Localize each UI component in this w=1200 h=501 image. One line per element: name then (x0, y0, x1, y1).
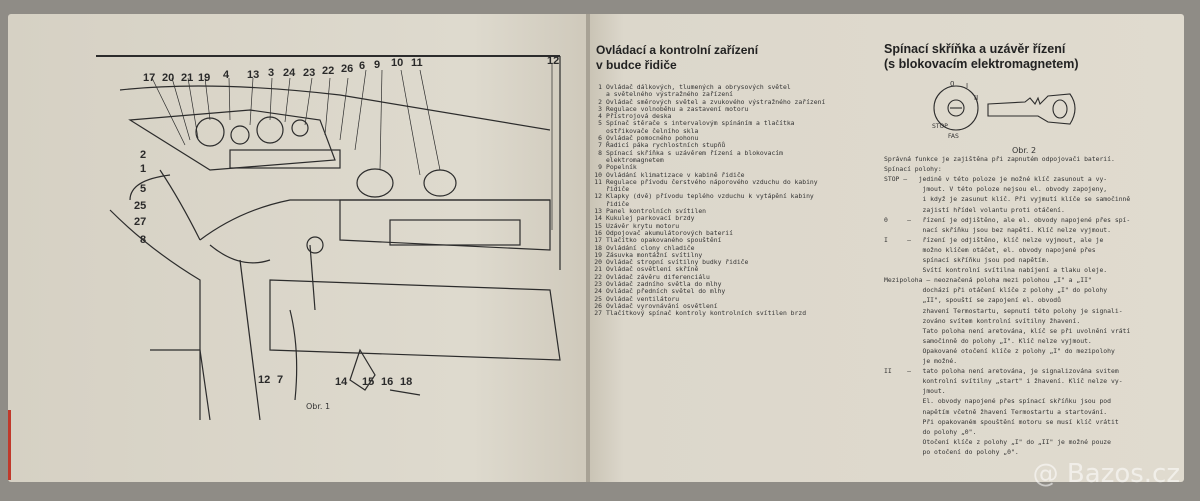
ignition-line: zajistí hřídel volantu proti otáčení. (884, 205, 1065, 214)
legend-item-text: Přístrojová deska (606, 112, 672, 121)
ignition-line: El. obvody napojené přes spínací skříňku jsou pod (884, 397, 1112, 406)
book-spine (586, 14, 590, 482)
legend-item-text: Ovládač osvětlení skříně (606, 265, 699, 274)
ignition-line: Tato poloha není aretována, klíč se při uvolnění vrátí (884, 326, 1131, 335)
ignition-line: „II", spouští se zapojení el. obvodů (884, 296, 1061, 305)
legend-item-number: 18 (594, 243, 602, 252)
legend-item (592, 193, 860, 200)
legend-item-number: 5 (598, 119, 602, 128)
legend-item-text: Spínač stěrače s intervalovým spínáním a tlačítka (606, 119, 795, 128)
callout-11: 11 (411, 57, 423, 69)
ignition-line: kontrolní svítilny „start" i žhavení. Klíč nelze vy- (884, 377, 1123, 386)
callout-8: 8 (140, 234, 147, 246)
ignition-line: Mezipoloha – neoznačená poloha mezi polohou „I" a „II" (884, 276, 1092, 285)
ignition-line: I – řízení je odjištěno, klíč nelze vyjmout, ale je (884, 235, 1104, 244)
legend-item-number: 21 (594, 265, 602, 274)
legend-item-number: 16 (594, 228, 602, 237)
legend-item-number: 10 (594, 170, 602, 179)
legend-item-number: 8 (598, 148, 602, 157)
key-label-fas: FAS (948, 133, 959, 140)
legend-item-number: 9 (598, 163, 602, 172)
legend-item-text: Klapky (dvě) přívodu teplého vzduchu k vytápění kabiny (606, 192, 814, 201)
callout-14: 14 (335, 376, 348, 388)
legend-item-text: Ovládač dálkových, tlumených a obrysových světel (606, 83, 791, 91)
legend-item-number: 19 (594, 250, 602, 259)
callout-21: 21 (181, 72, 194, 84)
callout-22: 22 (322, 65, 335, 77)
callout-20: 20 (162, 72, 175, 84)
legend-item-number: 20 (594, 258, 602, 267)
ignition-line: po otočení do polohy „0". (884, 447, 1019, 456)
dashboard-illustration (90, 50, 570, 420)
figure-1-caption: Obr. 1 (306, 402, 331, 411)
legend-item-number: 2 (598, 97, 602, 106)
legend-item-text: Tlačítkový spínač kontroly kontrolních svítilen brzd (606, 309, 807, 318)
ignition-line: spínací skříňku jsou pod napětím. (884, 256, 1050, 264)
legend-item-number: 11 (594, 177, 602, 186)
callout-15: 15 (362, 376, 375, 388)
legend-item-number: 6 (598, 134, 602, 143)
legend-item-text: Ovládání klimatizace v kabině řidiče (606, 170, 745, 179)
legend-item-number: 14 (594, 214, 602, 223)
legend-item-text: Ovládač předních světel do mlhy (606, 287, 726, 296)
callout-3: 3 (268, 67, 275, 79)
callout-12-top: 12 (547, 55, 560, 67)
legend-item-text: Ovládač zadního světla do mlhy (606, 280, 722, 289)
ignition-line: Opakované otočení klíče z polohy „I" do mezipolohy (884, 346, 1115, 355)
controls-heading-line2: v budce řidiče (596, 58, 677, 72)
callout-4: 4 (223, 69, 230, 81)
watermark: @ Bazos.cz (1032, 459, 1180, 489)
legend-item-text: Panel kontrolních svítilen (606, 207, 707, 216)
callout-7: 7 (277, 374, 284, 386)
callout-19: 19 (198, 72, 211, 84)
key-illustration (930, 76, 1080, 142)
legend-item-number: 23 (594, 280, 602, 289)
key-label-stop: STOP (932, 123, 948, 130)
callout-25: 25 (134, 200, 147, 212)
callout-24: 24 (283, 67, 296, 79)
key-label-0: 0 (950, 80, 955, 88)
legend-item-number: 24 (594, 287, 602, 296)
legend-item-number: 4 (598, 112, 602, 121)
ignition-line: zhavení Termostartu, sepnutí této polohy je signali- (884, 306, 1123, 315)
callout-23: 23 (303, 67, 316, 79)
controls-legend-list (592, 84, 860, 318)
legend-item-number: 13 (594, 207, 602, 216)
legend-item-text: Uzávěr krytu motoru (606, 221, 680, 230)
ignition-line: napětím včetně žhavení Termostartu a startování. (884, 407, 1108, 416)
ignition-line: možno klíčem otáčet, el. obvody napojené přes (884, 245, 1096, 254)
legend-item-number: 17 (594, 236, 602, 245)
key-label-I: I (966, 82, 969, 90)
legend-item (592, 310, 860, 317)
controls-heading-line1: Ovládací a kontrolní zařízení (596, 43, 759, 57)
legend-item-text: Řadicí páka rychlostních stupňů (606, 141, 726, 150)
key-label-II: II (974, 94, 979, 102)
callout-16: 16 (381, 376, 394, 388)
legend-item-number: 12 (594, 192, 602, 201)
callout-1: 1 (140, 163, 147, 175)
callout-27: 27 (134, 216, 147, 228)
legend-item-text: a světelného výstražného zařízení (606, 90, 733, 99)
ignition-line: jmout. V této poloze nejsou el. obvody zapojeny, (884, 185, 1108, 194)
callout-13: 13 (247, 69, 260, 81)
ignition-line: Svítí kontrolní svítilna nabíjení a tlaku oleje. (884, 266, 1108, 275)
callout-18: 18 (400, 376, 413, 388)
ignition-line: jmout. (884, 387, 946, 396)
page-edge-mark (8, 410, 11, 480)
callout-5: 5 (140, 183, 147, 195)
legend-item-text: Kukulej parkovací brzdy (606, 214, 695, 223)
ignition-line: Správná funkce je zajištěna při zapnutém odpojovači baterií. (884, 155, 1115, 163)
legend-item-text: Ovládání clony chladiče (606, 243, 695, 252)
ignition-heading-line2: (s blokovacím elektromagnetem) (884, 57, 1079, 71)
legend-item-number: 22 (594, 272, 602, 281)
callout-10: 10 (391, 57, 404, 69)
legend-item-text: Zásuvka montážní svítilny (606, 250, 703, 259)
callout-2: 2 (140, 149, 147, 161)
callout-12-bottom: 12 (258, 374, 271, 386)
legend-item-number: 7 (598, 141, 602, 150)
figure-2-caption: Obr. 2 (1012, 146, 1037, 155)
legend-item (592, 179, 860, 186)
ignition-line: je možné. (884, 357, 958, 365)
ignition-line: II – tato poloha není aretována, je signalizována svitem (884, 367, 1119, 376)
legend-item-text: řidiče (606, 199, 630, 208)
callout-17: 17 (143, 72, 156, 84)
ignition-line: Otočení klíče z polohy „I" do „II" je možné pouze (884, 437, 1112, 446)
legend-item-text: Spínací skříňka s uzávěrem řízení a blokovacím (606, 148, 783, 157)
ignition-line: dochází při otáčení klíče z polohy „I" do polohy (884, 286, 1108, 295)
legend-item-text: Tlačítko opakovaného spouštění (606, 236, 722, 245)
legend-item-text: Ovládač stropní svítilny budky řidiče (606, 258, 749, 267)
legend-item-text: Ovládač pomocného pohonu (606, 134, 699, 143)
ignition-line: 0 – řízení je odjištěno, ale el. obvody napojené přes spí- (884, 215, 1131, 224)
callout-6: 6 (359, 60, 366, 72)
legend-item-number: 25 (594, 294, 602, 303)
legend-item-text: Ovládač ventilátoru (606, 294, 680, 303)
legend-item-text: Popelník (606, 163, 637, 172)
legend-item-number: 15 (594, 221, 602, 230)
ignition-line: Při opakovaném spouštění motoru se musí klíč vrátit (884, 417, 1119, 426)
legend-item-text: Regulace volnoběhu a zastavení motoru (606, 104, 749, 113)
legend-item-text: Odpojovač akumulátorových baterií (606, 228, 733, 237)
ignition-line: do polohy „0". (884, 427, 977, 436)
legend-item-number: 1 (598, 83, 602, 91)
legend-item-text: Ovládač závěru diferenciálu (606, 272, 710, 281)
ignition-line: STOP – jedině v této poloze je možné klíč zasunout a vy- (884, 175, 1108, 184)
legend-item-text: Regulace přívodu čerstvého náporového vzduchu do kabiny (606, 177, 818, 186)
legend-item-number: 27 (594, 309, 602, 318)
legend-item-number: 26 (594, 301, 602, 310)
legend-item-text: elektromagnetem (606, 155, 664, 164)
legend-item-text: Ovládač směrových světel a zvukového výstražného zařízení (606, 97, 826, 106)
legend-item-text: ostřikovače čelního skla (606, 126, 699, 135)
ignition-heading-line1: Spínací skříňka a uzávěr řízení (884, 42, 1066, 56)
legend-item-number: 3 (598, 104, 602, 113)
ignition-line: samočinně do polohy „I". Klíč nelze vyjmout. (884, 336, 1092, 345)
callout-26: 26 (341, 63, 354, 75)
ignition-line: zováno svítem kontrolní svítilny žhavení. (884, 316, 1081, 325)
legend-item-text: Ovládač vyrovnávání osvětlení (606, 301, 718, 310)
ignition-line: nací skříňku jsou bez napětí. Klíč nelze vyjmout. (884, 225, 1112, 234)
ignition-line: i když je zasunut klíč. Při vyjmutí klíče se samočinně (884, 195, 1131, 204)
legend-item-text: řidiče (606, 185, 630, 194)
ignition-line: Spínací polohy: (884, 165, 942, 174)
callout-9: 9 (374, 59, 381, 71)
